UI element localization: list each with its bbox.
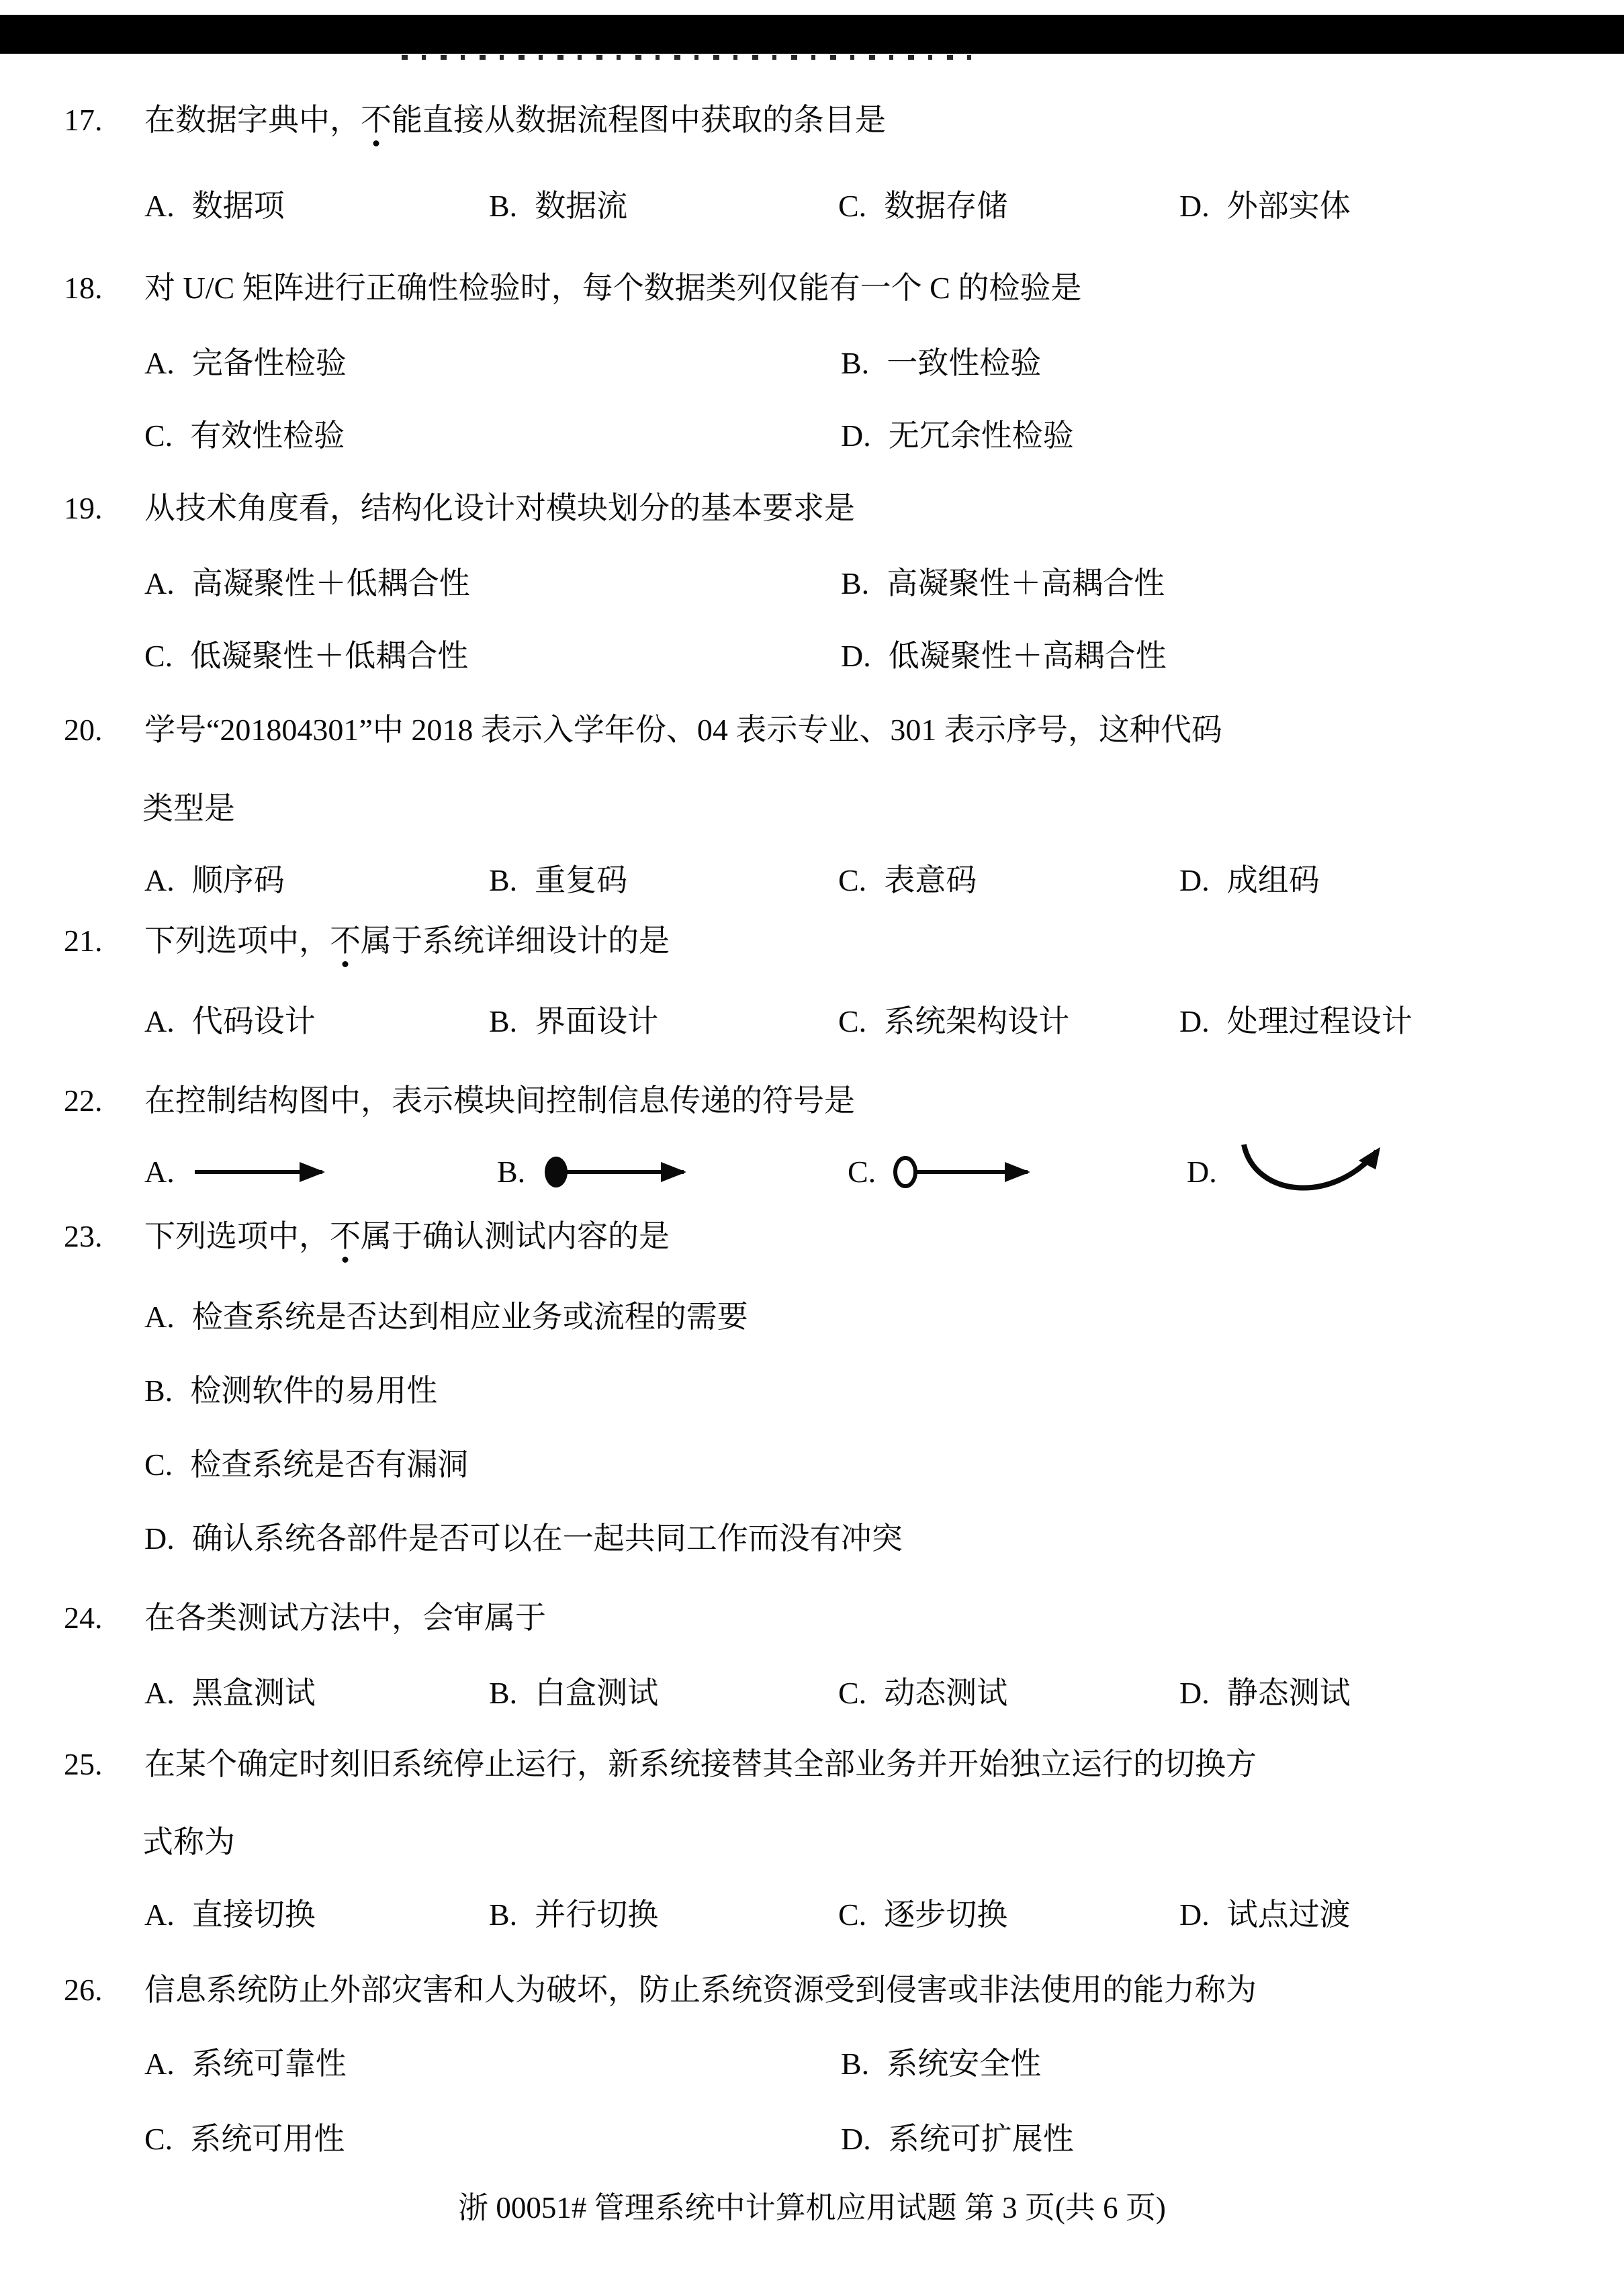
option-label: A. [144,566,175,600]
option-label: A. [144,346,175,380]
option-label: A. [144,1004,175,1038]
option-text: 数据流 [535,189,628,223]
option-a [144,1135,332,1209]
question-18 [0,269,1624,308]
option-label: C. [838,1676,867,1710]
question-stem-line1: 在某个确定时刻旧系统停止运行，新系统接替其全部业务并开始独立运行的切换方 [144,1747,1257,1781]
option-label: C. [144,2122,173,2156]
option-c [838,861,977,900]
option-a [144,187,285,226]
question-26-options-row1 [0,2045,1624,2083]
option-b [489,861,627,900]
option-d [1179,861,1320,900]
option-label: A. [144,1300,175,1334]
question-23-option-b [0,1372,1624,1410]
option-text: 系统可用性 [190,2122,345,2156]
option-label: A. [144,2047,175,2081]
question-number: 22. [64,1083,103,1118]
open-circle-tail-arrow-icon [891,1148,1038,1196]
option-a [144,1674,316,1713]
option-label: A. [144,1676,175,1710]
question-number: 24. [64,1601,103,1635]
option-label: A. [144,1897,175,1932]
question-stem: 下列选项中，不属于确认测试内容的是 [144,1217,670,1256]
option-text: 黑盒测试 [191,1676,316,1710]
option-label: D. [1179,189,1210,223]
option-c [144,637,468,676]
option-label: C. [144,418,173,453]
question-number: 23. [64,1219,103,1253]
option-a [144,1298,748,1337]
option-d [841,2120,1074,2159]
option-label: B. [489,863,518,897]
question-24 [0,1599,1624,1638]
question-stem-line1: 学号“201804301”中 2018 表示入学年份、04 表示专业、301 表示序号，这种代码 [144,713,1222,747]
page-footer: 浙 00051# 管理系统中计算机应用试题 第 3 页(共 6 页) [458,2191,1166,2225]
question-stem-line2: 式称为 [142,1825,235,1859]
option-text: 重复码 [535,863,628,897]
option-label: B. [489,1897,518,1932]
option-c [838,1674,1007,1713]
option-text: 一致性检验 [887,346,1042,380]
option-text: 界面设计 [535,1004,659,1038]
option-label: B. [489,189,518,223]
question-number: 20. [64,713,103,747]
option-text: 检查系统是否有漏洞 [190,1447,469,1482]
option-b [841,2045,1041,2083]
question-20 [0,711,1624,750]
option-label: A. [144,863,175,897]
option-text: 确认系统各部件是否可以在一起共同工作而没有冲突 [191,1521,903,1556]
question-25-options [0,1895,1624,1934]
question-23-option-d [0,1519,1624,1558]
option-d [1179,1895,1351,1934]
option-text: 系统架构设计 [884,1004,1070,1038]
option-a [144,2045,347,2083]
option-text: 逐步切换 [884,1897,1008,1932]
option-text: 数据项 [191,189,285,223]
option-text: 动态测试 [884,1676,1008,1710]
question-number: 26. [64,1973,103,2007]
question-21 [0,922,1624,960]
option-d [841,416,1074,455]
option-d [841,637,1167,676]
option-a [144,564,470,603]
option-text: 顺序码 [191,863,285,897]
option-text: 检查系统是否达到相应业务或流程的需要 [191,1300,748,1334]
option-text: 完备性检验 [191,346,347,380]
option-b [489,1895,658,1934]
option-text: 有效性检验 [190,418,345,453]
question-21-options [0,1002,1624,1041]
option-label: A. [144,189,175,223]
question-26 [0,1971,1624,2010]
option-d [144,1519,903,1558]
option-label: D. [841,418,871,453]
option-text: 静态测试 [1226,1676,1351,1710]
option-b [489,1674,658,1713]
option-label: B. [489,1004,518,1038]
redacted-header-bar [0,15,1624,54]
emphasized-char: 不 [330,922,361,960]
option-text: 高凝聚性＋高耦合性 [887,566,1165,600]
option-text: 低凝聚性＋低耦合性 [190,639,469,673]
option-text: 试点过渡 [1226,1897,1351,1932]
option-label: C. [838,189,867,223]
option-a [144,861,285,900]
question-19-options-row2 [0,637,1624,676]
question-23-option-c [0,1445,1624,1484]
option-text: 代码设计 [191,1004,316,1038]
question-stem: 对 U/C 矩阵进行正确性检验时，每个数据类列仅能有一个 C 的检验是 [144,271,1082,305]
question-stem: 从技术角度看，结构化设计对模块划分的基本要求是 [144,491,855,525]
option-label: C. [848,1155,876,1189]
option-label: D. [144,1521,175,1556]
option-label: D. [1179,863,1210,897]
question-stem: 在数据字典中，不能直接从数据流程图中获取的条目是 [144,101,886,140]
question-17-options [0,187,1624,226]
option-label: C. [838,1897,867,1932]
question-19-options-row1 [0,564,1624,603]
curved-arrow-icon [1232,1135,1396,1209]
option-text: 检测软件的易用性 [190,1374,438,1408]
option-label: C. [144,639,173,673]
question-number: 17. [64,103,103,137]
question-17 [0,101,1624,140]
option-label: B. [497,1155,526,1189]
option-b [489,187,627,226]
option-text: 表意码 [884,863,977,897]
question-stem: 下列选项中，不属于系统详细设计的是 [144,922,670,960]
option-label: D. [841,2122,871,2156]
option-label: D. [1179,1004,1210,1038]
option-d [1179,1674,1351,1713]
emphasized-char: 不 [361,101,392,140]
option-c [848,1135,1038,1209]
question-stem-line2: 类型是 [142,791,235,825]
option-d [1179,187,1351,226]
option-text: 数据存储 [884,189,1008,223]
plain-arrow-icon [189,1148,332,1196]
question-22 [0,1081,1624,1120]
filled-circle-tail-arrow-icon [540,1148,694,1196]
option-a [144,1002,316,1041]
question-stem: 信息系统防止外部灾害和人为破坏，防止系统资源受到侵害或非法使用的能力称为 [144,1973,1257,2007]
question-number: 25. [64,1747,103,1781]
option-label: D. [1179,1897,1210,1932]
question-26-options-row2 [0,2120,1624,2159]
option-label: B. [841,2047,870,2081]
option-text: 低凝聚性＋高耦合性 [888,639,1167,673]
question-number: 21. [64,924,103,958]
question-18-options-row2 [0,416,1624,455]
option-text: 白盒测试 [535,1676,659,1710]
question-19 [0,489,1624,528]
question-18-options-row1 [0,344,1624,383]
option-label: C. [144,1447,173,1482]
option-label: D. [1179,1676,1210,1710]
question-25-stem-line2 [0,1823,1624,1862]
option-d [1187,1135,1396,1209]
question-stem: 在控制结构图中，表示模块间控制信息传递的符号是 [144,1083,855,1118]
option-b [841,344,1041,383]
option-text: 系统可扩展性 [888,2122,1074,2156]
question-20-stem-line2 [0,789,1624,828]
option-c [144,1445,468,1484]
option-b [144,1372,437,1410]
option-text: 并行切换 [535,1897,659,1932]
scan-artifact-marks [402,55,983,60]
option-label: B. [489,1676,518,1710]
option-b [497,1135,694,1209]
option-text: 无冗余性检验 [888,418,1074,453]
question-stem: 在各类测试方法中，会审属于 [144,1601,546,1635]
question-number: 19. [64,491,103,525]
option-b [841,564,1165,603]
option-label: D. [841,639,871,673]
option-text: 系统可靠性 [191,2047,347,2081]
option-c [838,187,1007,226]
option-text: 成组码 [1226,863,1320,897]
option-label: B. [841,566,870,600]
option-text: 外部实体 [1226,189,1351,223]
question-24-options [0,1674,1624,1713]
emphasized-char: 不 [330,1217,361,1256]
option-label: B. [841,346,870,380]
option-label: C. [838,863,867,897]
option-c [838,1895,1007,1934]
question-25 [0,1745,1624,1784]
option-d [1179,1002,1412,1041]
question-23 [0,1217,1624,1256]
option-text: 高凝聚性＋低耦合性 [191,566,470,600]
question-number: 18. [64,271,103,305]
option-text: 系统安全性 [887,2047,1042,2081]
option-b [489,1002,658,1041]
option-a [144,344,347,383]
option-c [144,416,345,455]
option-text: 直接切换 [191,1897,316,1932]
question-20-options [0,861,1624,900]
option-label: A. [144,1155,175,1189]
option-a [144,1895,316,1934]
option-text: 处理过程设计 [1226,1004,1412,1038]
question-22-options [0,1135,1624,1209]
option-label: D. [1187,1155,1217,1189]
question-23-option-a [0,1298,1624,1337]
option-label: C. [838,1004,867,1038]
option-label: B. [144,1374,173,1408]
option-c [838,1002,1069,1041]
option-c [144,2120,345,2159]
